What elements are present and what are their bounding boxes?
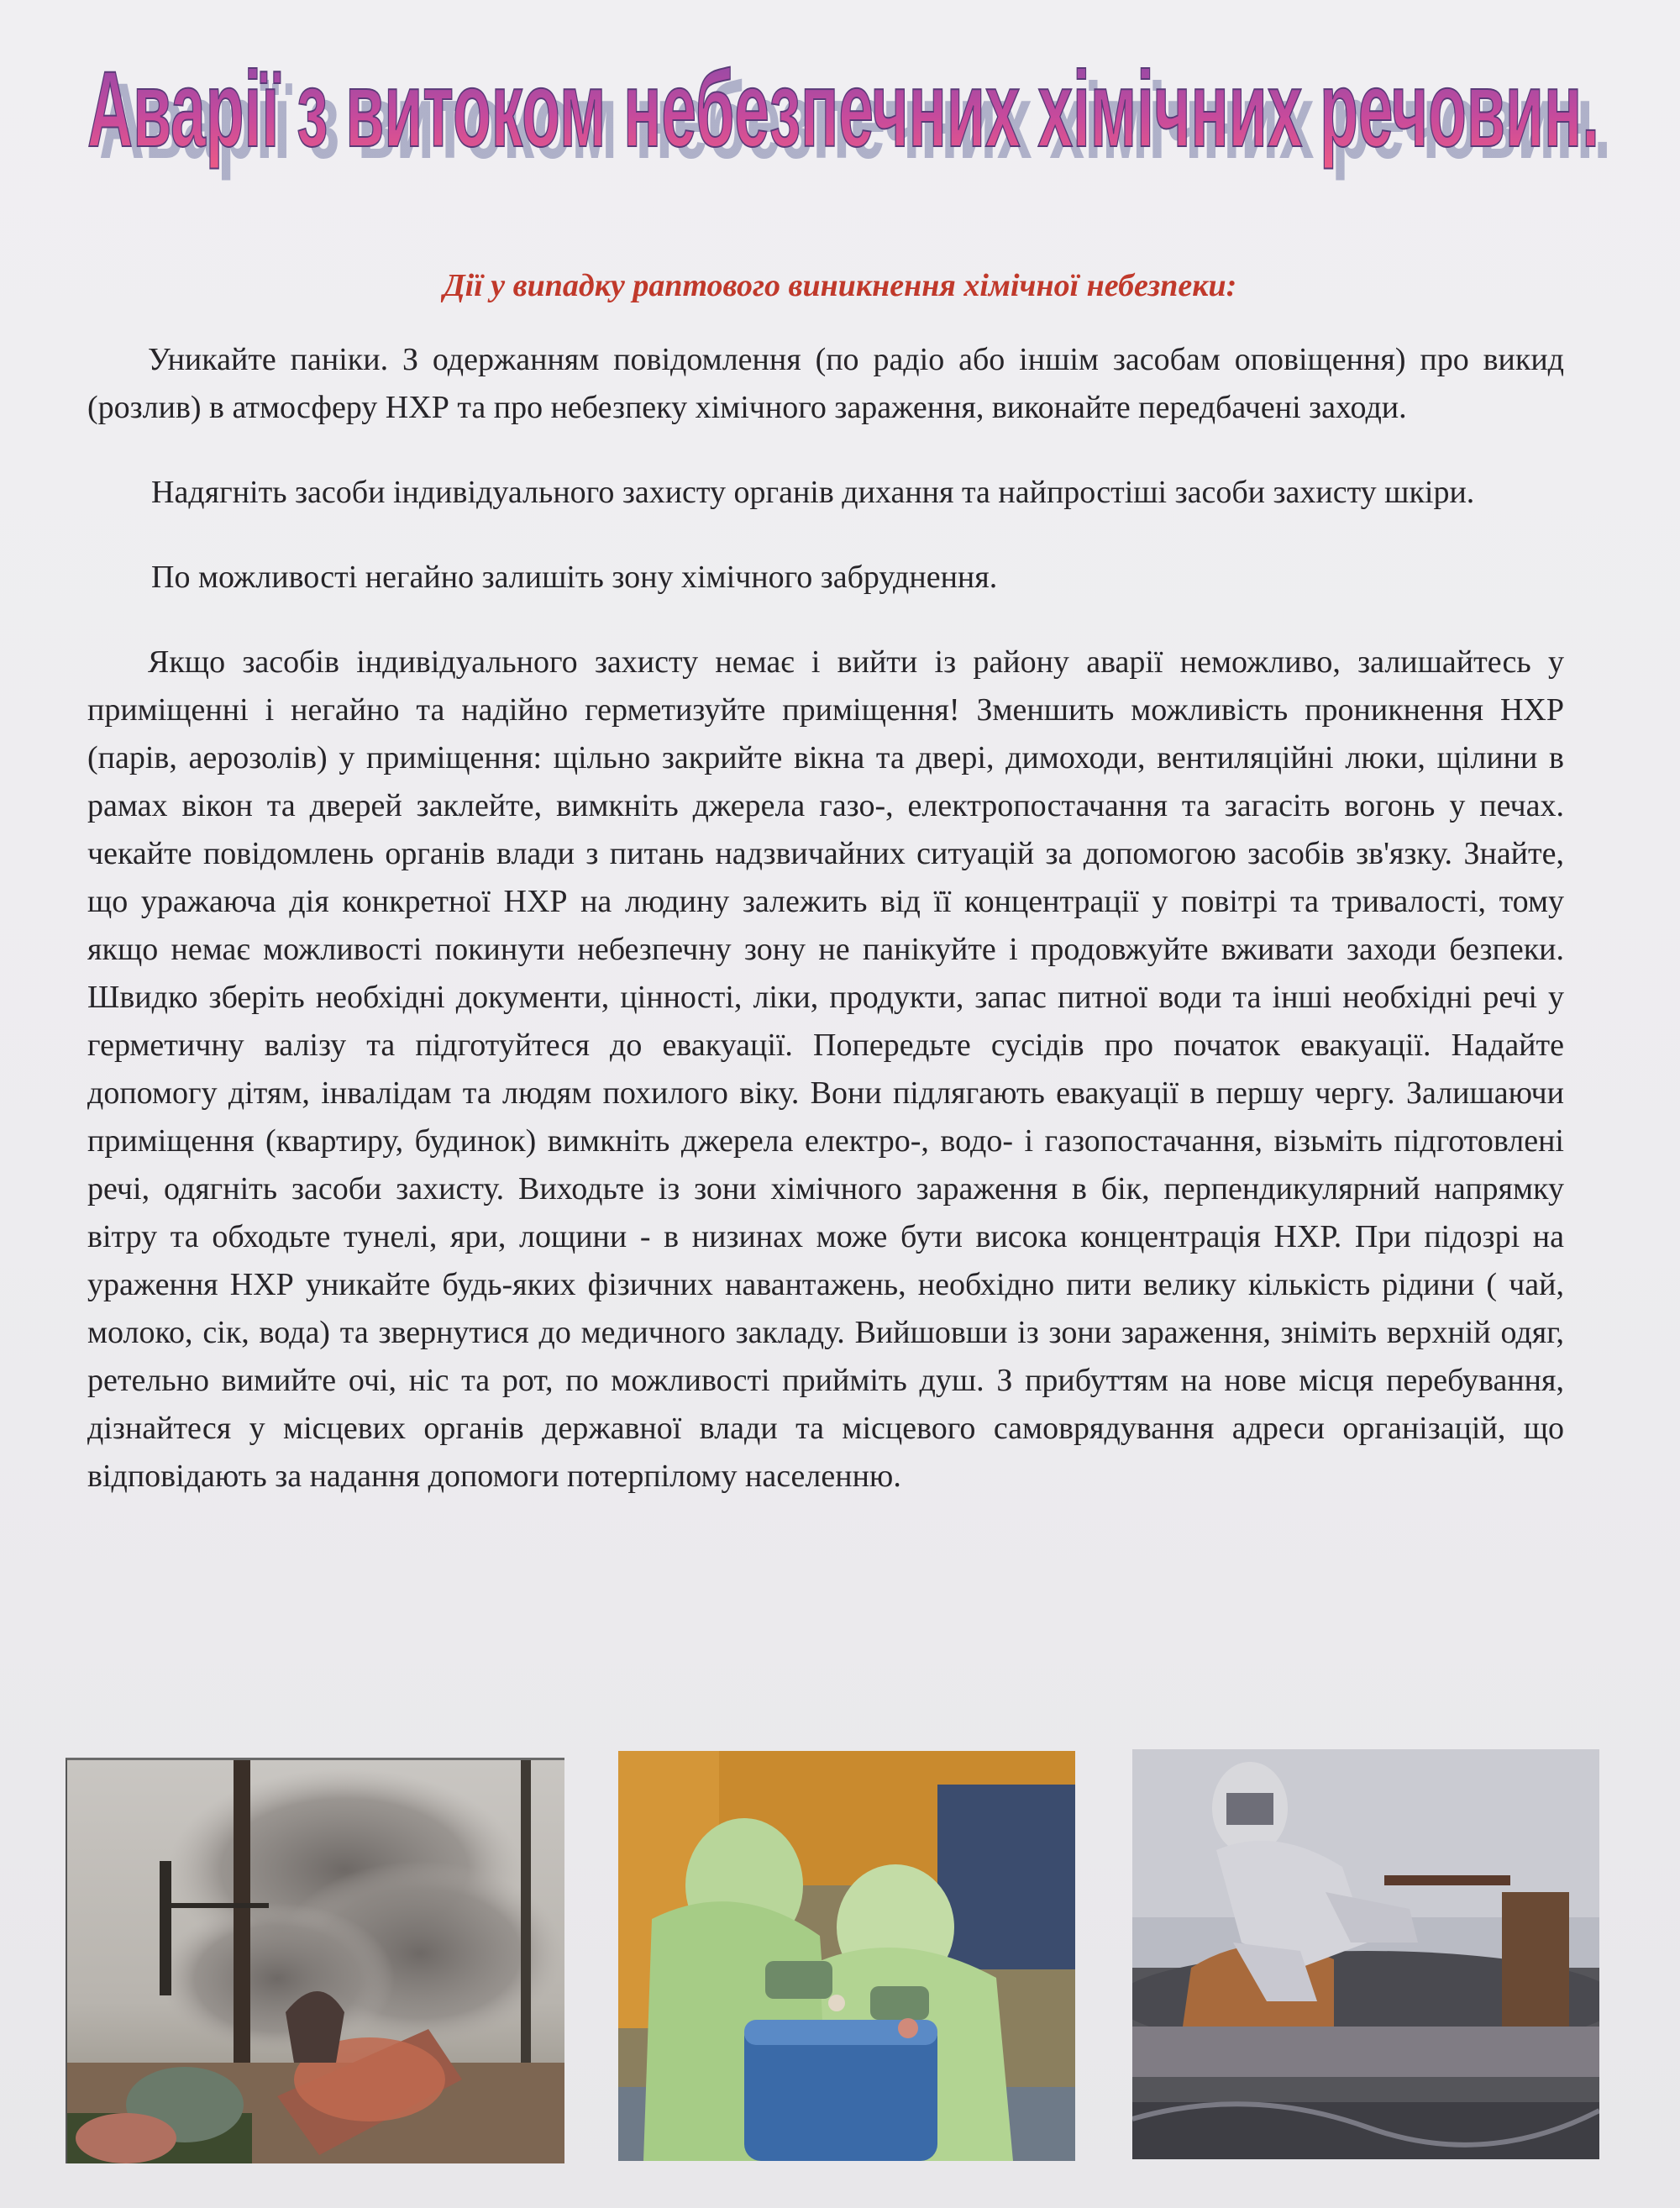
instructions-text	[87, 336, 1564, 1538]
paragraph-protective-equipment: Надягніть засоби індивідуального захисту органів дихання та найпростіші засоби захисту шкіри.	[151, 475, 1475, 510]
page-title	[50, 34, 1630, 193]
title-shadow: Аварії з витоком небезпечних хімічних речовин.	[99, 61, 1611, 181]
paragraph-avoid-panic: Уникайте паніки. З одержанням повідомлення (по радіо або іншім засобам оповіщення) про викид (розлив) в атмосферу НХР та про небезпеку хімічного зараження, виконайте передбачені заходи.	[87, 342, 1564, 425]
derailed-tanker-smoke-photo	[66, 1758, 564, 2163]
protective-suit-worker-tank-photo	[1132, 1749, 1599, 2159]
paragraph-leave-zone: По можливості негайно залишіть зону хімічного забруднення.	[151, 560, 998, 595]
section-subtitle: Дії у випадку раптового виникнення хімічної небезпеки:	[443, 268, 1237, 303]
paragraph-shelter-evacuation: Якщо засобів індивідуального захисту немає і вийти із району аварії неможливо, залишайтесь у приміщенні і негайно та надійно герметизуйте приміщення! Зменшить можливість проникнення НХР (парів, аерозолів) у приміщення: щільно закрийте вікна та двері, димоходи, вентиляційні люки, щілини в рамах вікон та дверей заклейте, вимкніть джерела газо-, електропостачання та загасіть вогонь у печах. чекайте повідомлень органів влади з питань надзвичайних ситуацій за допомогою засобів зв'язку. Знайте, що уражаюча дія конкретної НХР на людину залежить від її концентрації у повітрі та тривалості, тому якщо немає можливості покинути небезпечну зону не панікуйте і продовжуйте вживати заходи безпеки. Швидко зберіть необхідні документи, цінності, ліки, продукти, запас питної води та інші необхідні речі у герметичну валізу та підготуйтеся до евакуації. Попередьте сусідів про початок евакуації. Надайте допомогу дітям, інвалідам та людям похилого віку. Вони підлягають евакуації в першу чергу. Залишаючи приміщення (квартиру, будинок) вимкніть джерела електро-, водо- і газопостачання, візьміть підготовлені речі, одягніть засоби захисту. Виходьте із зони хімічного зараження в бік, перпендикулярний напрямку вітру та обходьте тунелі, яри, лощини - в низинах може бути висока концентрація НХР. При підозрі на ураження НХР уникайте будь-яких фізичних навантажень, необхідно пити велику кількість рідини ( чай, молоко, сік, вода) та звернутися до медичного закладу. Вийшовши із зони зараження, зніміть верхній одяг, ретельно вимийте очі, ніс та рот, по можливості прийміть душ. З прибуттям на нове місця перебування, дізнайтеся у місцевих органів державної влади та місцевого самоврядування адреси організацій, що відповідають за надання допомоги потерпілому населенню.	[87, 644, 1564, 1494]
title-text: Аварії з витоком небезпечних хімічних речовин.	[87, 50, 1599, 170]
hazmat-suits-barrel-photo	[618, 1751, 1075, 2161]
title-wordart	[50, 34, 1630, 193]
